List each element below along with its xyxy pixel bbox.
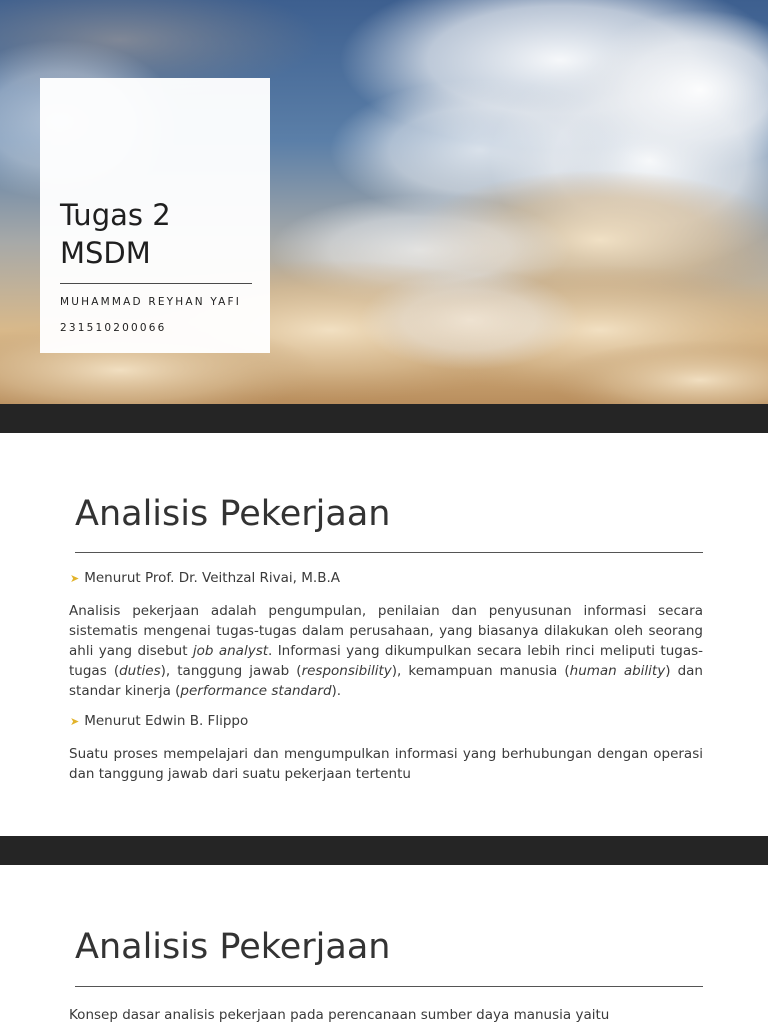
para-italic-term: human ability — [569, 663, 666, 679]
slide-title — [60, 196, 260, 272]
title-slide — [0, 0, 768, 404]
slide-heading: Analisis Pekerjaan — [75, 927, 391, 967]
para-italic-term: job analyst — [192, 643, 269, 659]
definition-paragraph: Suatu proses mempelajari dan mengumpulkan informasi yang berhubungan dengan operasi dan tanggung jawab dari suatu pekerjaan tertentu — [69, 746, 703, 782]
para-text: . Informasi yang dikumpulkan secara lebih rinci meliputi tugas-tugas ( — [69, 643, 703, 679]
arrowhead-bullet-icon: ➤ — [70, 715, 80, 728]
title-line-1: Tugas 2 — [60, 198, 171, 232]
bullet-item — [70, 570, 340, 586]
para-text: ) dan standar kinerja ( — [69, 663, 703, 699]
slide-heading: Analisis Pekerjaan — [75, 494, 391, 534]
para-text: ), kemampuan manusia ( — [391, 663, 570, 679]
title-line-2: MSDM — [60, 236, 151, 270]
heading-divider — [75, 552, 703, 553]
student-id: 231510200066 — [60, 322, 167, 334]
heading-divider — [75, 986, 703, 987]
slide-separator-bar — [0, 836, 768, 865]
title-divider — [60, 283, 252, 284]
author-name: MUHAMMAD REYHAN YAFI — [60, 296, 242, 308]
bullet-text: Menurut Prof. Dr. Veithzal Rivai, M.B.A — [84, 570, 340, 586]
para-text: Analisis pekerjaan adalah pengumpulan, penilaian dan penyusunan informasi secara sistematis mengenai tugas-tugas dalam perusahaan, yang biasanya dilakukan oleh seorang ahli yang disebut — [69, 603, 703, 659]
para-text: ), tanggung jawab ( — [160, 663, 302, 679]
definition-paragraph — [69, 601, 703, 701]
bullet-text: Menurut Edwin B. Flippo — [84, 713, 249, 729]
para-italic-term: performance standard — [180, 683, 332, 699]
para-text: ). — [331, 683, 342, 699]
para-italic-term: duties — [119, 663, 161, 679]
slide-separator-bar — [0, 404, 768, 433]
bullet-item — [70, 713, 248, 729]
title-card — [40, 78, 270, 353]
para-italic-term: responsibility — [301, 663, 392, 679]
concept-paragraph: Konsep dasar analisis pekerjaan pada perencanaan sumber daya manusia yaitu — [69, 1007, 610, 1023]
arrowhead-bullet-icon: ➤ — [70, 572, 80, 585]
